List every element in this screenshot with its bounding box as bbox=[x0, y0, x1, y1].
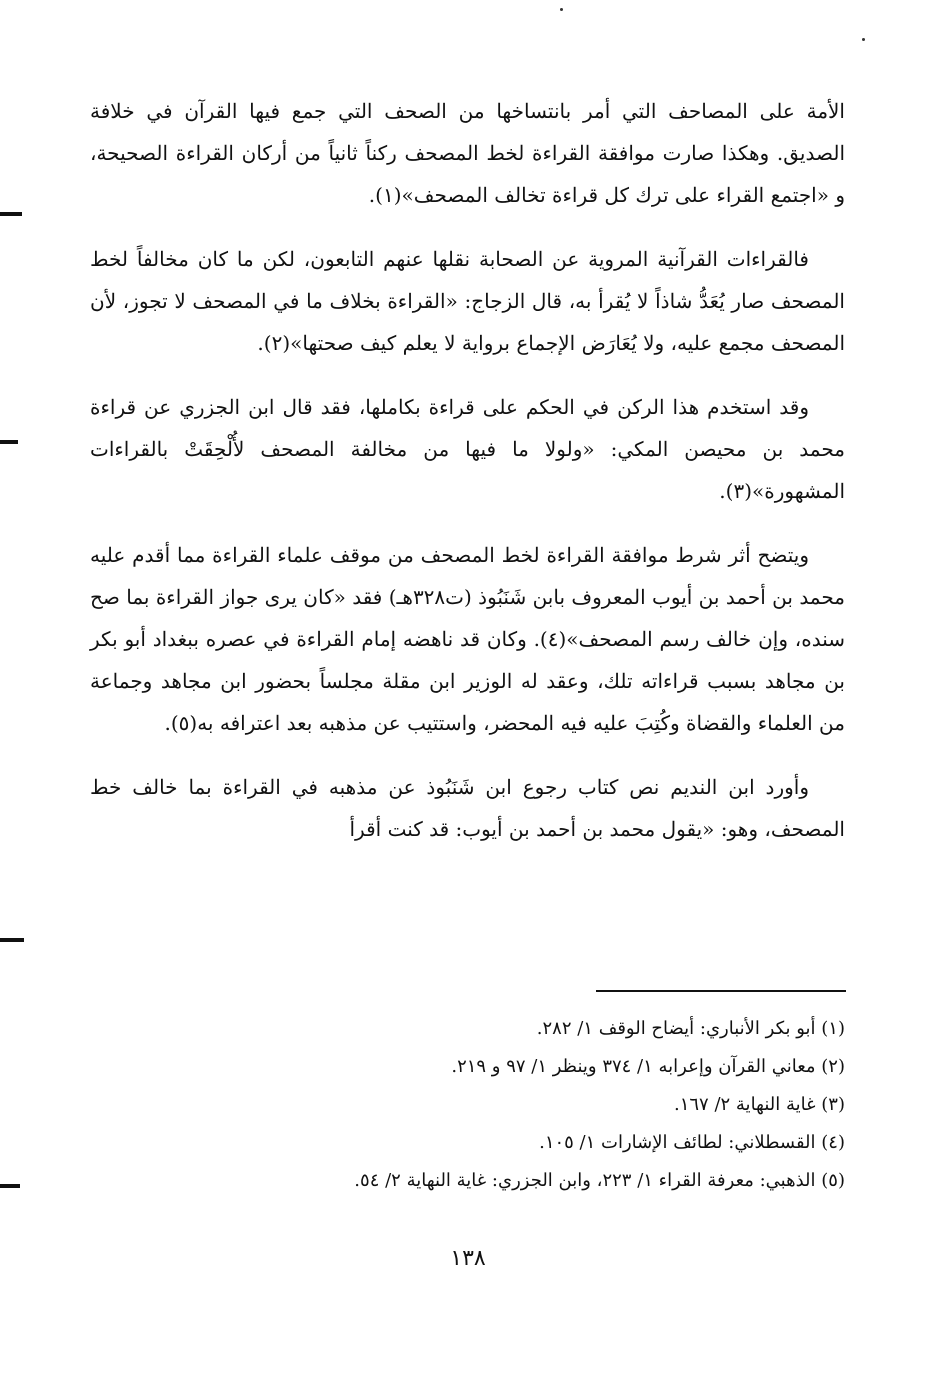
margin-mark bbox=[0, 938, 24, 942]
page-number: ١٣٨ bbox=[450, 1246, 486, 1271]
paragraph: فالقراءات القرآنية المروية عن الصحابة نقلها عنهم التابعون، لكن ما كان مخالفاً لخط المصحف صار يُعَدُّ شاذاً لا يُقرأ به، قال الزجاج: «القراءة بخلاف ما في المصحف لا تجوز، لأن المصحف مجمع عليه، ولا يُعَارَض الإجماع برواية لا يعلم كيف صحتها»(٢). bbox=[90, 247, 845, 355]
margin-mark bbox=[0, 212, 22, 216]
paragraph: ويتضح أثر شرط موافقة القراءة لخط المصحف من موقف علماء القراءة مما أقدم عليه محمد بن أحمد بن أيوب المعروف بابن شَنَبُوذ (ت٣٢٨هـ) فقد «كان يرى جواز القراءة بما صح سنده، وإن خالف رسم المصحف»(٤). وكان قد ناهضه إمام القراءة في عصره ببغداد أبو بكر بن مجاهد بسبب قراءاته تلك، وعقد له الوزير ابن مقلة مجلساً بحضور ابن مجاهد وجماعة من العلماء والقضاة وكُتِبَ عليه فيه المحضر، واستتيب عن مذهبه بعد اعترافه به(٥). bbox=[89, 543, 846, 735]
footnote: (٥) الذهبي: معرفة القراء ١/ ٢٢٣، وابن الجزري: غاية النهاية ٢/ ٥٤. bbox=[354, 1170, 845, 1191]
scan-speck bbox=[560, 8, 563, 11]
footnote: (٢) معاني القرآن وإعرابه ١/ ٣٧٤ وينظر ١/ ٩٧ و ٢١٩. bbox=[451, 1056, 845, 1077]
paragraph: الأمة على المصاحف التي أمر بانتساخها من الصحف التي جمع فيها القرآن في خلافة الصديق. وهكذا صارت موافقة القراءة لخط المصحف ركناً ثانياً من أركان القراءة الصحيحة، و «اجتمع القراء على ترك كل قراءة تخالف المصحف»(١). bbox=[90, 99, 845, 207]
main-text bbox=[90, 90, 845, 872]
footnote: (٣) غاية النهاية ٢/ ١٦٧. bbox=[673, 1094, 845, 1115]
paragraph: وأورد ابن النديم نص كتاب رجوع ابن شَنَبُوذ عن مذهبه في القراءة بما خالف خط المصحف، وهو: «يقول محمد بن أحمد بن أيوب: قد كنت أقرأ bbox=[90, 775, 845, 841]
footnote: (٤) القسطلاني: لطائف الإشارات ١/ ١٠٥. bbox=[539, 1132, 845, 1153]
paragraph: وقد استخدم هذا الركن في الحكم على قراءة بكاملها، فقد قال ابن الجزري عن قراءة محمد بن محيصن المكي: «ولولا ما فيها من مخالفة المصحف لأُلْحِقَتْ بالقراءات المشهورة»(٣). bbox=[90, 395, 845, 503]
margin-mark bbox=[0, 440, 18, 444]
margin-mark bbox=[0, 1184, 20, 1188]
footnote: (١) أبو بكر الأنباري: أيضاح الوقف ١/ ٢٨٢. bbox=[536, 1018, 845, 1039]
footnote-separator bbox=[596, 990, 846, 992]
scan-speck bbox=[862, 38, 865, 41]
footnotes bbox=[240, 1010, 845, 1200]
